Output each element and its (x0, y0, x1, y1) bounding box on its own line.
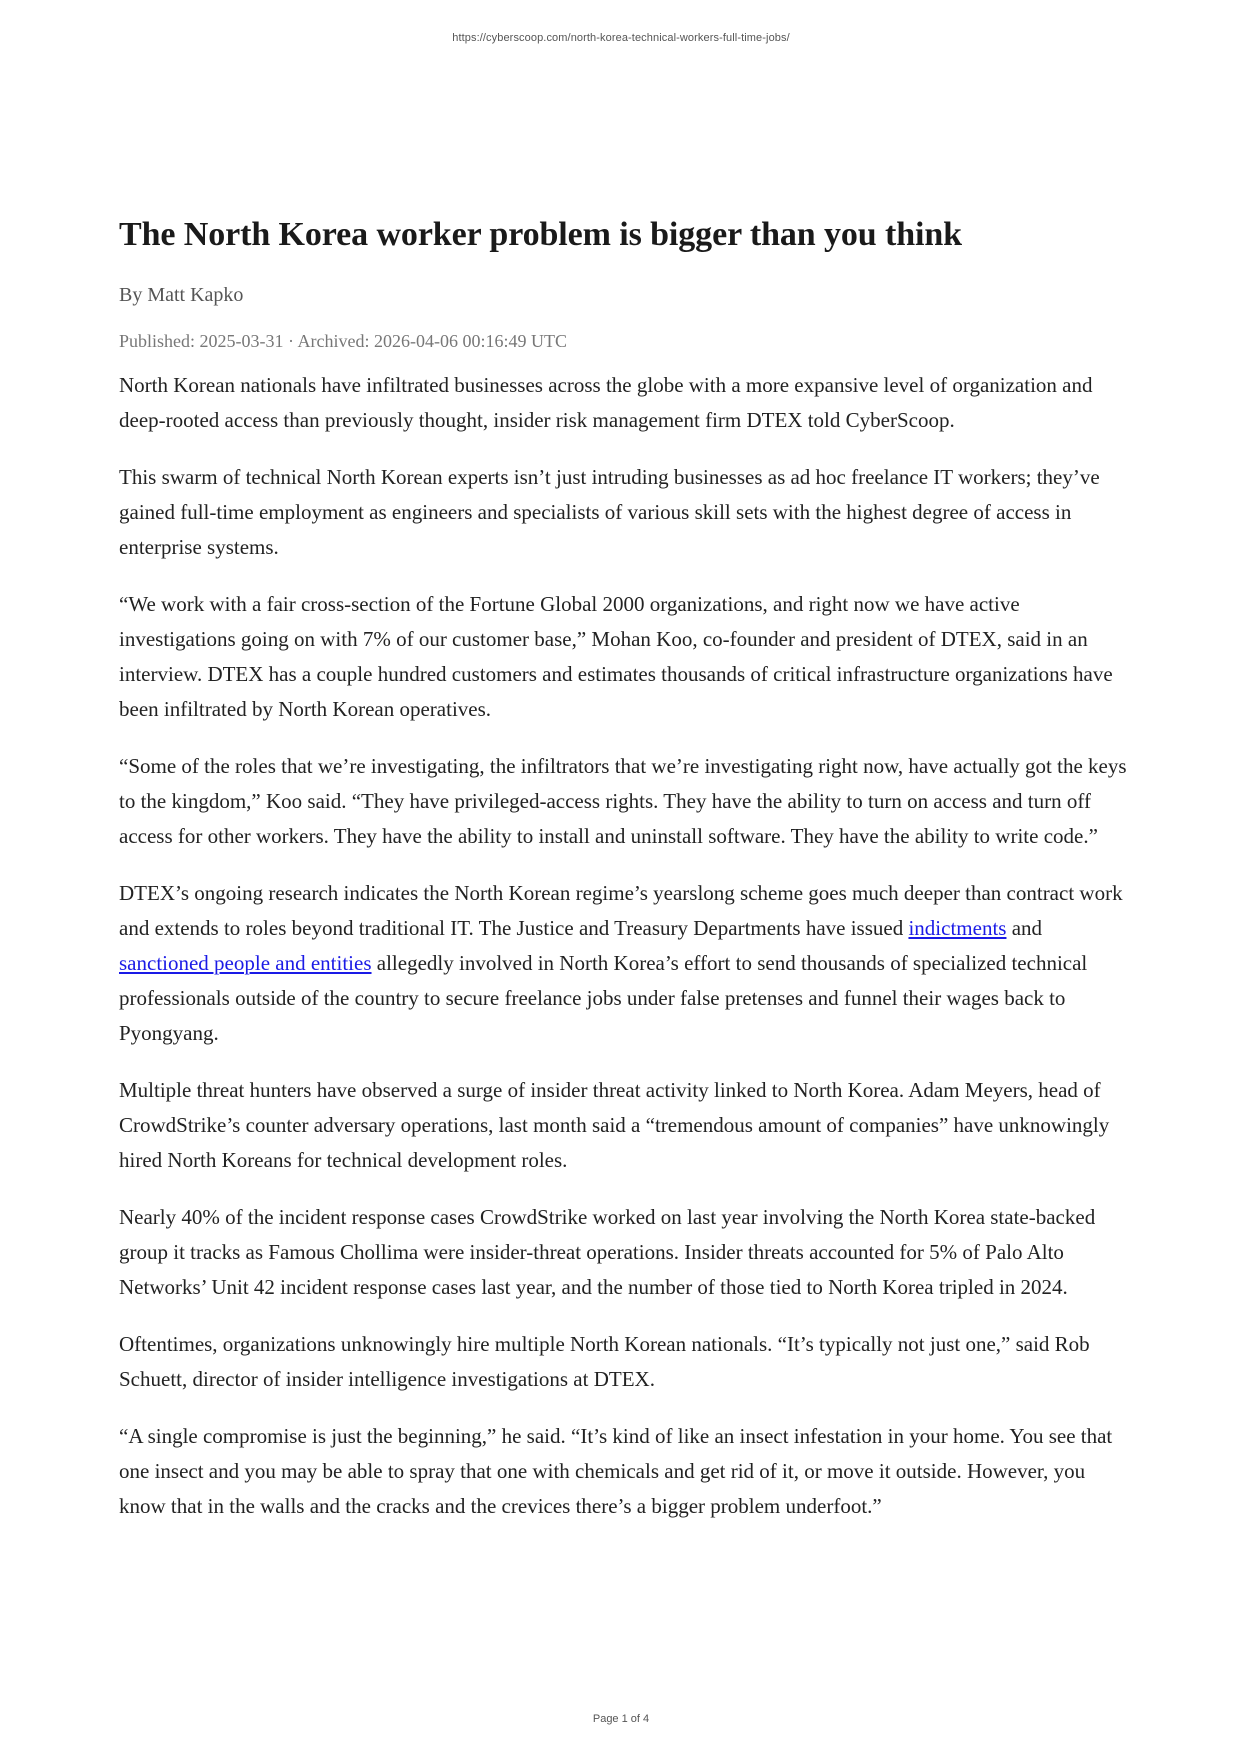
paragraph-5-text-2: and (1006, 916, 1043, 940)
paragraph-9: “A single compromise is just the beginning,” he said. “It’s kind of like an insect infestation in your home. You see that one insect and you may be able to spray that one with chemicals and get rid of it, or move it outside. However, you know that in the walls and the cracks and the crevices there’s a bigger problem underfoot.” (119, 1424, 1113, 1518)
source-url: https://cyberscoop.com/north-korea-technical-workers-full-time-jobs/ (452, 32, 790, 44)
paragraph-5-text-3: allegedly involved in North Korea’s effort to send thousands of specialized technical professionals outside of the country to secure freelance jobs under false pretenses and funnel their wages back to Pyongyang. (119, 951, 1088, 1045)
paragraph-4: “Some of the roles that we’re investigating, the infiltrators that we’re investigating right now, have actually got the keys to the kingdom,” Koo said. “They have privileged-access rights. They have the ability to turn on access and turn off access for other workers. They have the ability to install and uninstall software. They have the ability to write code.” (119, 754, 1127, 848)
paragraph-5 (119, 876, 1129, 1051)
article-body (119, 368, 1129, 1524)
paragraph-6: Multiple threat hunters have observed a surge of insider threat activity linked to North Korea. Adam Meyers, head of CrowdStrike’s counter adversary operations, last month said a “tremendous amount of companies” have unknowingly hired North Koreans for technical development roles. (119, 1078, 1110, 1172)
indictments-link[interactable]: indictments (908, 916, 1007, 940)
sanctioned-entities-link[interactable]: sanctioned people and entities (119, 951, 372, 975)
paragraph-8: Oftentimes, organizations unknowingly hire multiple North Korean nationals. “It’s typically not just one,” said Rob Schuett, director of insider intelligence investigations at DTEX. (119, 1332, 1090, 1391)
article-title: The North Korea worker problem is bigger than you think (119, 216, 962, 253)
paragraph-1: North Korean nationals have infiltrated businesses across the globe with a more expansive level of organization and deep-rooted access than previously thought, insider risk management firm DTEX told CyberScoop. (119, 373, 1093, 432)
article (119, 212, 1129, 1546)
page-number: Page 1 of 4 (592, 1713, 650, 1725)
paragraph-2: This swarm of technical North Korean experts isn’t just intruding businesses as ad hoc freelance IT workers; they’ve gained full-time employment as engineers and specialists of various skill sets with the highest degree of access in enterprise systems. (119, 465, 1100, 559)
paragraph-3: “We work with a fair cross-section of the Fortune Global 2000 organizations, and right now we have active investigations going on with 7% of our customer base,” Mohan Koo, co-founder and president of DTEX, said in an interview. DTEX has a couple hundred customers and estimates thousands of critical infrastructure organizations have been infiltrated by North Korean operatives. (119, 592, 1113, 721)
paragraph-7: Nearly 40% of the incident response cases CrowdStrike worked on last year involving the North Korea state-backed group it tracks as Famous Chollima were insider-threat operations. Insider threats accounted for 5% of Palo Alto Networks’ Unit 42 incident response cases last year, and the number of those tied to North Korea tripled in 2024. (119, 1205, 1096, 1299)
paragraph-5-text-1: DTEX’s ongoing research indicates the North Korean regime’s yearslong scheme goes much deeper than contract work and extends to roles beyond traditional IT. The Justice and Treasury Departments have issued (119, 881, 1123, 940)
article-byline: By Matt Kapko (119, 284, 244, 306)
article-meta: Published: 2025-03-31 · Archived: 2026-04-06 00:16:49 UTC (119, 331, 567, 351)
